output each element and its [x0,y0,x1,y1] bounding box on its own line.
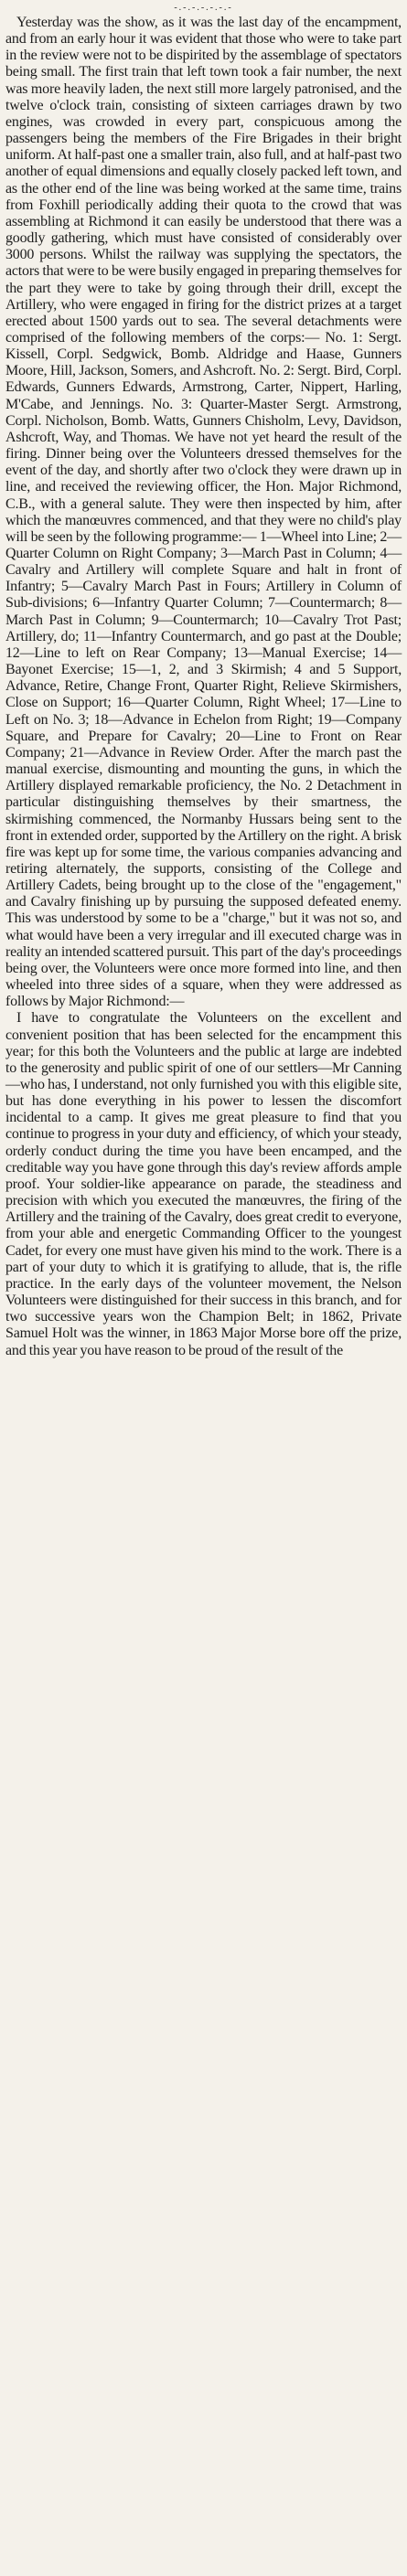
article-paragraph-address: I have to congratulate the Volunteers on the excellent and convenient position that has been selected for the encampment this year; for this both the Volunteers and the public at large are indebted to the generosity and public spirit of one of our settlers—Mr Canning—who has, I understand, not only furnished you with this eligible site, but has done everything in his power to lessen the discomfort incidental to a camp. It gives me great pleasure to find that you continue to progress in your duty and efficiency, of which your steady, orderly conduct during the time you have been encamped, and the creditable way you have gone through this day's review affords ample proof. Your soldier-like appearance on parade, the steadiness and precision with which you executed the manœuvres, the firing of the Artillery and the training of the Cavalry, does great credit to everyone, from your able and energetic Commanding Officer to the youngest Cadet, for every one must have given his mind to the work. There is a part of your duty to which it is gratifying to allude, that is, the rifle practice. In the early days of the volunteer movement, the Nelson Volunteers were distinguished for their success in this branch, and for two successive years won the Champion Belt; in 1862, Private Samuel Holt was the winner, in 1863 Major Morse bore off the prize, and this year you have reason to be proud of the result of the [5,1010,402,1358]
column-head-ornament: -.-.-.-.-.-.- [174,3,233,13]
article-body [5,15,402,1359]
article-paragraph-review: Yesterday was the show, as it was the last day of the encampment, and from an early hour it was evident that those who were to take part in the review were not to be dispirited by the assemblage of spectators being small. The first train that left town took a fair number, the next was more heavily laden, the next still more largely patronised, and the twelve o'clock train, consisting of sixteen carriages drawn by two engines, was crowded in every part, conspicuous among the passengers being the members of the Fire Brigades in their bright uniform. At half-past one a smaller train, also full, and at half-past two another of equal dimensions and equally closely packed left town, and as the other end of the line was being worked at the same time, trains from Foxhill periodically adding their quota to the crowd that was assembling at Richmond it can easily be understood that there was a goodly gathering, which must have consisted of considerably over 3000 persons. Whilst the railway was supplying the spectators, the actors that were to be were busily engaged in preparing themselves for the part they were to take by going through their drill, except the Artillery, who were engaged in firing for the district prizes at a target erected about 1500 yards out to sea. The several detachments were comprised of the following members of the corps:— No. 1: Sergt. Kissell, Corpl. Sedgwick, Bomb. Aldridge and Haase, Gunners Moore, Hill, Jackson, Somers, and Ashcroft. No. 2: Sergt. Bird, Corpl. Edwards, Gunners Edwards, Armstrong, Carter, Nippert, Harling, M'Cabe, and Jennings. No. 3: Quarter-Master Sergt. Armstrong, Corpl. Nicholson, Bomb. Watts, Gunners Chisholm, Levy, Davidson, Ashcroft, Way, and Thomas. We have not yet heard the result of the firing. Dinner being over the Volunteers dressed themselves for the event of the day, and shortly after two o'clock they were drawn up in line, and received the reviewing officer, the Hon. Major Richmond, C.B., with a general salute. They were then inspected by him, after which the manœuvres commenced, and that they were no child's play will be seen by the following programme:— 1—Wheel into Line; 2—Quarter Column on Right Company; 3—March Past in Column; 4—Cavalry and Artillery will complete Square and halt in front of Infantry; 5—Cavalry March Past in Fours; Artillery in Column of Sub-divisions; 6—Infantry Quarter Column; 7—Countermarch; 8—March Past in Column; 9—Countermarch; 10—Cavalry Trot Past; Artillery, do; 11—Infantry Countermarch, and go past at the Double; 12—Line to left on Rear Company; 13—Manual Exercise; 14—Bayonet Exercise; 15—1, 2, and 3 Skirmish; 4 and 5 Support, Advance, Retire, Change Front, Quarter Right, Relieve Skirmishers, Close on Support; 16—Quarter Column, Right Wheel; 17—Line to Left on No. 3; 18—Advance in Echelon from Right; 19—Company Square, and Prepare for Cavalry; 20—Line to Front on Rear Company; 21—Advance in Review Order. After the march past the manual exercise, dismounting and mounting the guns, in which the Artillery displayed remarkable proficiency, the No. 2 Detachment in particular distinguishing themselves by their smartness, the skirmishing commenced, the Normanby Hussars being sent to the front in extended order, supported by the Artillery on the right. A brisk fire was kept up for some time, the various companies advancing and retiring alternately, the supports, consisting of the College and Artillery Cadets, being brought up to the close of the "engagement," and Cavalry finishing up by pursuing the supposed defeated enemy. This was understood by some to be a "charge," but it was not so, and what would have been a very irregular and ill executed charge was in reality an intended scattered pursuit. This part of the day's proceedings being over, the Volunteers were once more formed into line, and then wheeled into three sides of a square, when they were addressed as follows by Major Richmond:— [5,15,402,1010]
